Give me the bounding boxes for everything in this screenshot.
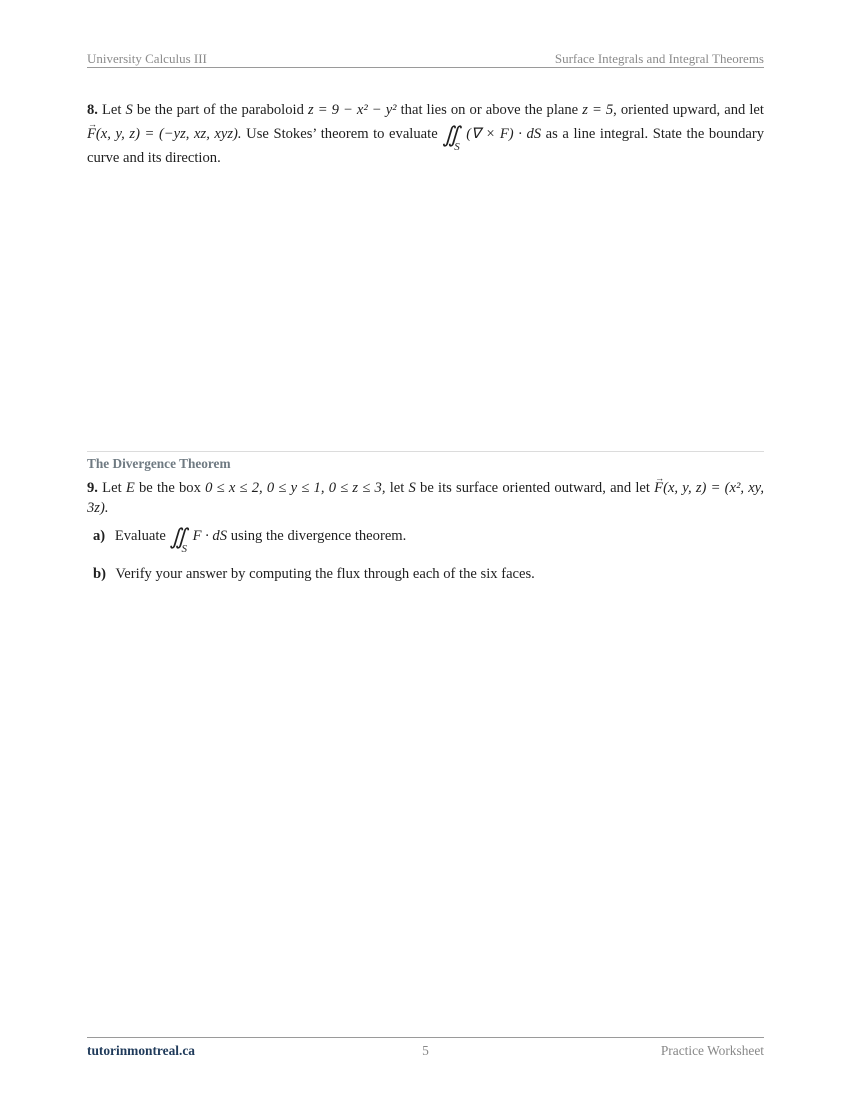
problem-number: 8. <box>87 102 98 118</box>
text: that lies on or above the plane <box>400 102 579 118</box>
math-expression: (x, y, z) = (x², xy, 3z). <box>87 480 764 516</box>
problem-8 <box>87 98 764 170</box>
math-vector: → F <box>654 478 663 498</box>
problem-number: 9. <box>87 480 98 496</box>
double-integral-icon: ∬ S <box>169 524 188 555</box>
part-label: a) <box>93 528 106 544</box>
page-header <box>87 51 764 67</box>
part-label: b) <box>93 566 106 582</box>
course-title: University Calculus III <box>87 51 207 66</box>
text: be the box <box>138 480 201 496</box>
math-var: S <box>408 480 416 496</box>
chapter-title: Surface Integrals and Integral Theorems <box>554 51 764 66</box>
worksheet-label: Practice Worksheet <box>660 1043 764 1058</box>
text: using the divergence theorem. <box>230 528 407 544</box>
math-integrand: F · dS <box>192 528 228 544</box>
math-inequality: 0 ≤ x ≤ 2, 0 ≤ y ≤ 1, 0 ≤ z ≤ 3, <box>205 480 386 496</box>
math-expression: (x, y, z) = (−yz, xz, xyz). <box>95 126 242 142</box>
header-rule <box>87 67 764 68</box>
text: Evaluate <box>114 528 166 544</box>
section-divider <box>87 451 764 452</box>
page-number: 5 <box>422 1043 429 1058</box>
math-integrand: (∇ × F) · dS <box>466 126 542 142</box>
text: as a line integral. State the boundary curve and its direction. <box>87 126 765 166</box>
section-title: The Divergence Theorem <box>87 456 231 471</box>
text: let <box>389 480 405 496</box>
math-equation: z = 9 − x² − y² <box>307 102 397 118</box>
text: Verify your answer by computing the flux through each of the six faces. <box>115 566 535 582</box>
math-equation: z = 5 <box>582 102 614 118</box>
double-integral-icon: ∬ S <box>442 122 460 153</box>
page-footer <box>87 1043 764 1061</box>
text: Use Stokes’ theorem to evaluate <box>246 126 438 142</box>
text: Let <box>102 102 122 118</box>
text: be its surface oriented outward, and let <box>420 480 650 496</box>
footer-rule <box>87 1037 764 1038</box>
text: be the part of the paraboloid <box>136 102 304 118</box>
text: Let <box>102 480 122 496</box>
math-vector: → F <box>87 122 96 146</box>
part-b <box>93 566 535 583</box>
math-var: S <box>125 102 133 118</box>
text: , oriented upward, and let <box>613 102 764 118</box>
problem-9 <box>87 478 764 518</box>
math-var: E <box>125 480 135 496</box>
part-a <box>93 524 407 555</box>
site-link[interactable]: tutorinmontreal.ca <box>87 1043 195 1058</box>
